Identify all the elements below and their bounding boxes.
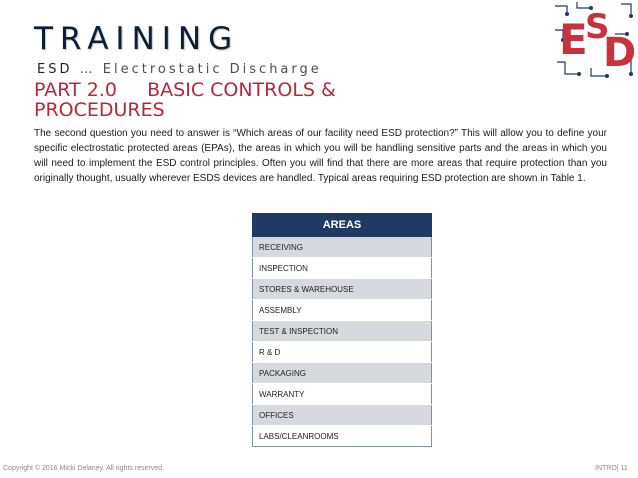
logo-letter-s: S (585, 7, 610, 47)
esd-logo (551, 0, 635, 80)
table-cell: STORES & WAREHOUSE (253, 279, 432, 300)
table-row (253, 279, 432, 300)
subtitle-rest: … Electrostatic Discharge (72, 62, 322, 77)
intro-paragraph: The second question you need to answer is “Which areas of our facility need ESD protection?” This will allow you to define your specific electrostatic protected areas (EPAs), the areas in which you will be handling sensitive parts and the areas in which you will need to implement the ESD control principles. Often you will find that there are more areas that require protection than you originally thought, usually wherever ESDS devices are handled. Typical areas requiring ESD protection are shown in Table 1. (34, 128, 607, 184)
esd-circuit-logo-icon (551, 0, 635, 80)
table-cell: ASSEMBLY (253, 300, 432, 321)
table-cell: RECEIVING (253, 237, 432, 258)
table-row (253, 342, 432, 363)
table-cell: WARRANTY (253, 384, 432, 405)
table-row (253, 258, 432, 279)
table-cell: LABS/CLEANROOMS (253, 426, 432, 447)
subtitle-esd: ESD (37, 62, 73, 77)
part-heading: PART 2.0 BASIC CONTROLS & PROCEDURES (34, 79, 336, 121)
table-row (253, 426, 432, 447)
table-row (253, 300, 432, 321)
areas-table (252, 213, 432, 447)
table-row (253, 384, 432, 405)
table-cell: OFFICES (253, 405, 432, 426)
table-row (253, 405, 432, 426)
logo-letter-d: D (603, 30, 635, 76)
table-cell: TEST & INSPECTION (253, 321, 432, 342)
table-cell: INSPECTION (253, 258, 432, 279)
training-title: TRAINING (34, 21, 240, 57)
table-header-areas: AREAS (253, 214, 432, 237)
table-header-row (253, 214, 432, 237)
page-number: INTRO| 11 (595, 465, 628, 472)
table-cell: R & D (253, 342, 432, 363)
copyright-text: Copyright © 2016 Micki Delaney. All rights reserved. (3, 465, 165, 472)
table-row (253, 237, 432, 258)
table-row (253, 363, 432, 384)
esd-subtitle (37, 62, 322, 77)
table-cell: PACKAGING (253, 363, 432, 384)
table-row (253, 321, 432, 342)
logo-letter-e: E (559, 15, 588, 64)
